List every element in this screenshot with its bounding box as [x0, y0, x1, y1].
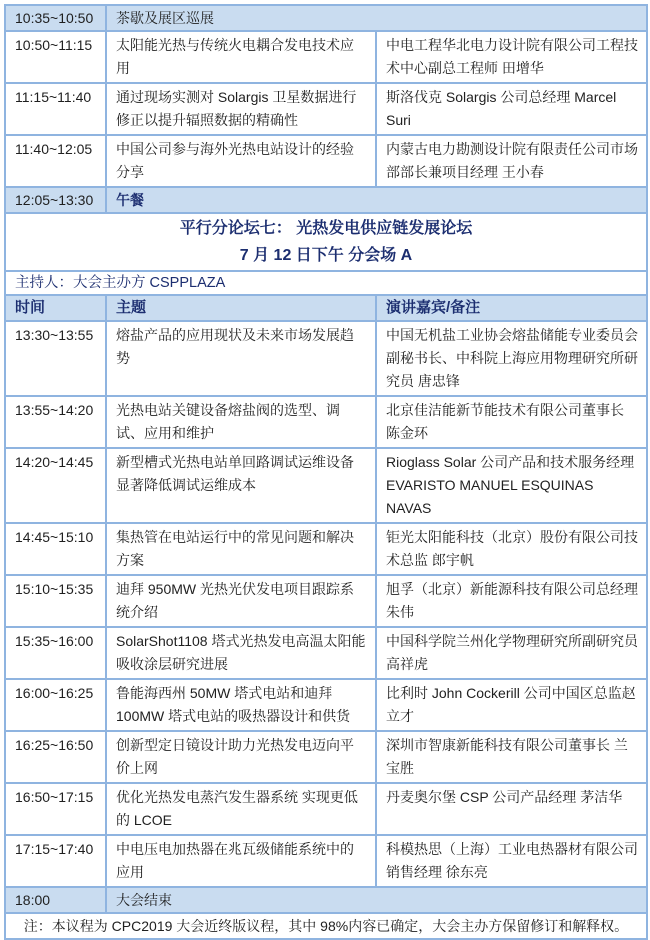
- talk-row: [5, 731, 647, 783]
- time-cell: 10:35~10:50: [5, 5, 106, 31]
- talk-row: [5, 448, 647, 523]
- speaker-cell: 科模热思（上海）工业电热器材有限公司销售经理 徐东亮: [376, 835, 647, 887]
- talk-row: [5, 31, 647, 83]
- column-header-0: 时间: [5, 295, 106, 321]
- time-cell: 16:50~17:15: [5, 783, 106, 835]
- column-header-row: [5, 295, 647, 321]
- column-header-1: 主题: [106, 295, 376, 321]
- speaker-cell: 内蒙古电力勘测设计院有限责任公司市场部部长兼项目经理 王小春: [376, 135, 647, 187]
- speaker-cell: 钜光太阳能科技（北京）股份有限公司技术总监 郎宇帆: [376, 523, 647, 575]
- time-cell: 14:45~15:10: [5, 523, 106, 575]
- column-header-2: 演讲嘉宾/备注: [376, 295, 647, 321]
- speaker-cell: 中国无机盐工业协会熔盐储能专业委员会副秘书长、中科院上海应用物理研究所研究员 唐忠锋: [376, 321, 647, 396]
- break-label-cell: 大会结束: [106, 887, 647, 913]
- time-cell: 10:50~11:15: [5, 31, 106, 83]
- speaker-cell: 中电工程华北电力设计院有限公司工程技术中心副总工程师 田增华: [376, 31, 647, 83]
- speaker-cell: 深圳市智康新能科技有限公司董事长 兰宝胜: [376, 731, 647, 783]
- topic-cell: 集热管在电站运行中的常见问题和解决方案: [106, 523, 376, 575]
- break-label-cell: 午餐: [106, 187, 647, 213]
- topic-cell: 鲁能海西州 50MW 塔式电站和迪拜 100MW 塔式电站的吸热器设计和供货: [106, 679, 376, 731]
- speaker-cell: 丹麦奥尔堡 CSP 公司产品经理 茅洁华: [376, 783, 647, 835]
- time-cell: 13:55~14:20: [5, 396, 106, 448]
- talk-row: [5, 321, 647, 396]
- forum-title-row: [5, 213, 647, 271]
- talk-row: [5, 523, 647, 575]
- time-cell: 11:40~12:05: [5, 135, 106, 187]
- talk-row: [5, 783, 647, 835]
- talk-row: [5, 835, 647, 887]
- speaker-cell: 比利时 John Cockerill 公司中国区总监赵立才: [376, 679, 647, 731]
- topic-cell: 太阳能光热与传统火电耦合发电技术应用: [106, 31, 376, 83]
- break-row: [5, 887, 647, 913]
- speaker-cell: 斯洛伐克 Solargis 公司总经理 Marcel Suri: [376, 83, 647, 135]
- topic-cell: 优化光热发电蒸汽发生器系统 实现更低的 LCOE: [106, 783, 376, 835]
- talk-row: [5, 627, 647, 679]
- time-cell: 12:05~13:30: [5, 187, 106, 213]
- topic-cell: 通过现场实测对 Solargis 卫星数据进行修正以提升辐照数据的精确性: [106, 83, 376, 135]
- break-label-cell: 茶歇及展区巡展: [106, 5, 647, 31]
- topic-cell: 迪拜 950MW 光热光伏发电项目跟踪系统介绍: [106, 575, 376, 627]
- speaker-cell: 北京佳洁能新节能技术有限公司董事长 陈金环: [376, 396, 647, 448]
- topic-cell: SolarShot1108 塔式光热发电高温太阳能吸收涂层研究进展: [106, 627, 376, 679]
- time-cell: 13:30~13:55: [5, 321, 106, 396]
- talk-row: [5, 679, 647, 731]
- time-cell: 11:15~11:40: [5, 83, 106, 135]
- note-row: [5, 913, 647, 939]
- host-row: [5, 271, 647, 295]
- break-row: [5, 187, 647, 213]
- note-cell: 注：本议程为 CPC2019 大会近终版议程，其中 98%内容已确定，大会主办方保留修订和解释权。: [5, 913, 647, 939]
- talk-row: [5, 135, 647, 187]
- speaker-cell: 中国科学院兰州化学物理研究所副研究员 高祥虎: [376, 627, 647, 679]
- speaker-cell: 旭孚（北京）新能源科技有限公司总经理 朱伟: [376, 575, 647, 627]
- time-cell: 16:25~16:50: [5, 731, 106, 783]
- conference-agenda-table: [4, 4, 648, 940]
- talk-row: [5, 396, 647, 448]
- forum-title-line: 7 月 12 日下午 分会场 A: [239, 247, 413, 264]
- topic-cell: 中国公司参与海外光热电站设计的经验分享: [106, 135, 376, 187]
- time-cell: 14:20~14:45: [5, 448, 106, 523]
- topic-cell: 中电压电加热器在兆瓦级储能系统中的应用: [106, 835, 376, 887]
- time-cell: 15:10~15:35: [5, 575, 106, 627]
- topic-cell: 熔盐产品的应用现状及未来市场发展趋势: [106, 321, 376, 396]
- forum-title-cell: [5, 213, 647, 271]
- talk-row: [5, 575, 647, 627]
- forum-title-line: 平行分论坛七： 光热发电供应链发展论坛: [179, 220, 473, 237]
- topic-cell: 创新型定日镜设计助力光热发电迈向平价上网: [106, 731, 376, 783]
- topic-cell: 光热电站关键设备熔盐阀的选型、调试、应用和维护: [106, 396, 376, 448]
- talk-row: [5, 83, 647, 135]
- break-row: [5, 5, 647, 31]
- topic-cell: 新型槽式光热电站单回路调试运维设备显著降低调试运维成本: [106, 448, 376, 523]
- host-cell: 主持人：大会主办方 CSPPLAZA: [5, 271, 647, 295]
- time-cell: 18:00: [5, 887, 106, 913]
- time-cell: 17:15~17:40: [5, 835, 106, 887]
- time-cell: 15:35~16:00: [5, 627, 106, 679]
- speaker-cell: Rioglass Solar 公司产品和技术服务经理 EVARISTO MANUEL ESQUINAS NAVAS: [376, 448, 647, 523]
- agenda-body: [5, 5, 647, 939]
- time-cell: 16:00~16:25: [5, 679, 106, 731]
